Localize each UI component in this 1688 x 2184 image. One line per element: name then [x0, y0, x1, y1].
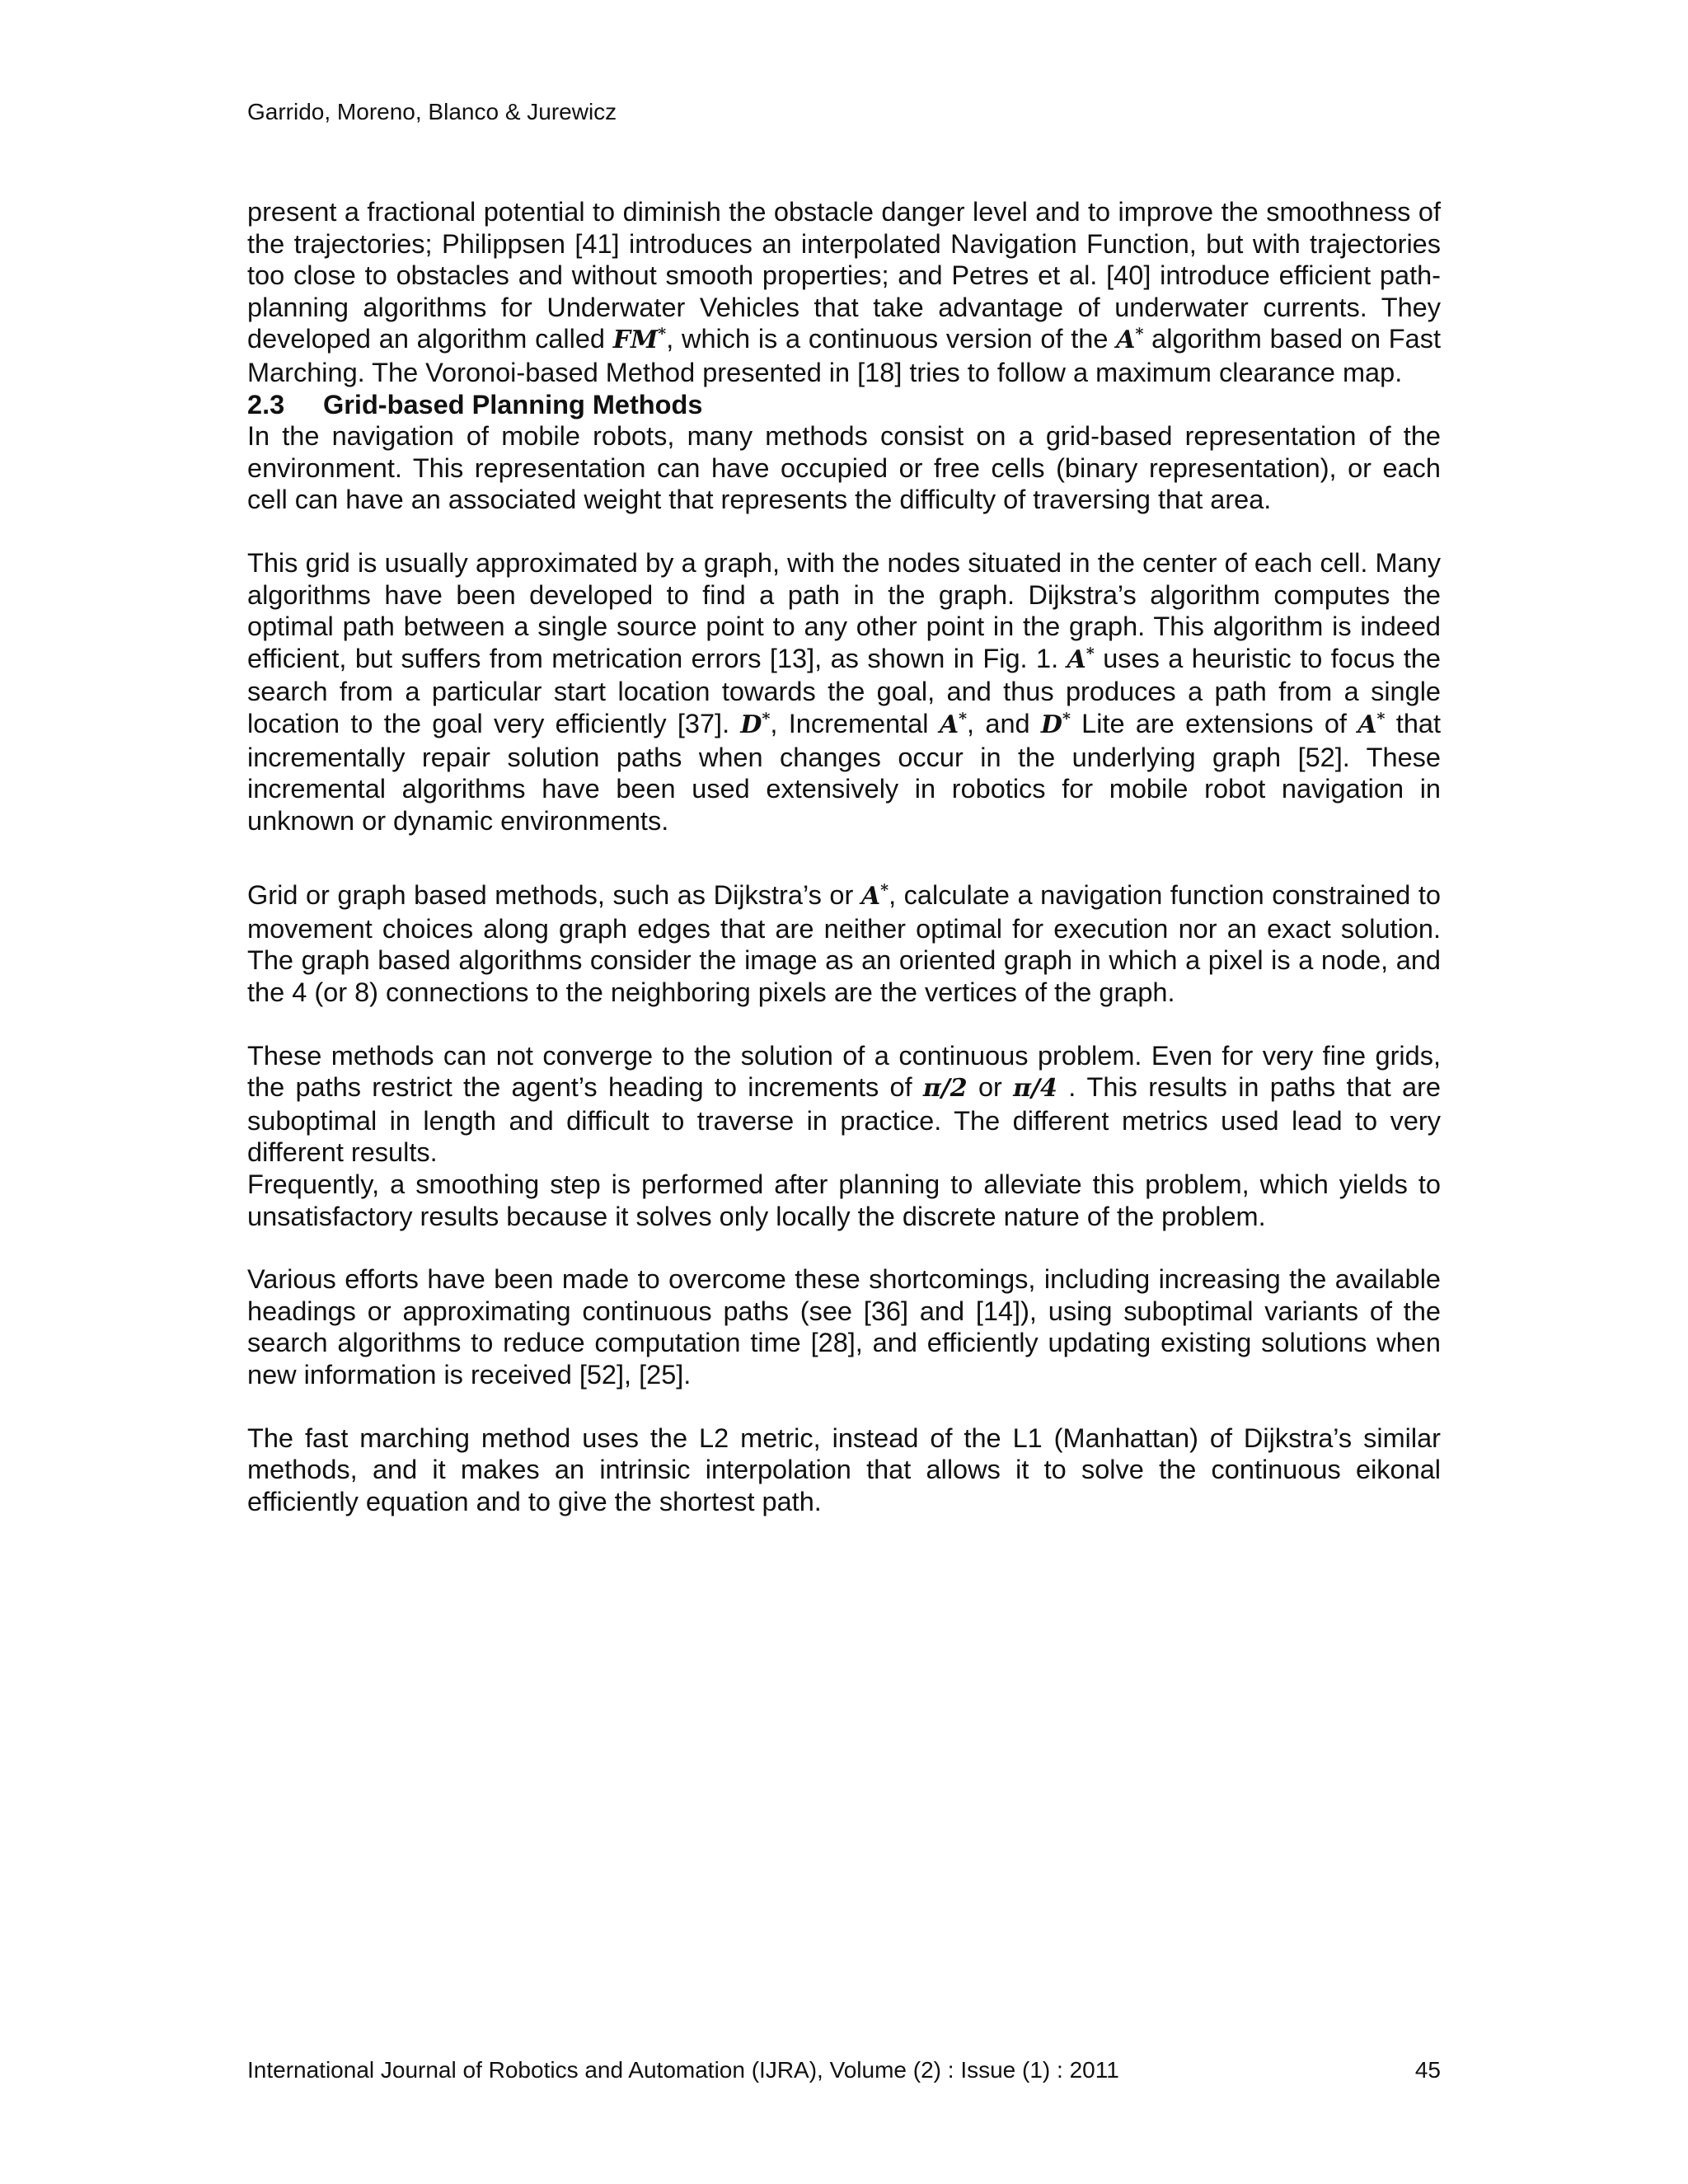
paragraph: This grid is usually approximated by a graph, with the nodes situated in the center of each cell. Many algorithms have been developed to find a path in the graph. Dijkstra’s algorithm computes the optimal path between a single source point to any other point in the graph. This algorithm is indeed efficient, but suffers from metrication errors [13], as shown in Fig. 1. A* uses a heuristic to focus the search from a particular start location towards the goal, and thus produces a path from a single location to the goal very efficiently [37]. D*, Incremental A*, and D* Lite are extensions of A* that incrementally repair solution paths when changes occur in the underlying graph [52]. These incremental algorithms have been used extensively in robotics for mobile robot navigation in unknown or dynamic environments. — [247, 547, 1442, 836]
paragraph: The fast marching method uses the L2 metric, instead of the L1 (Manhattan) of Dijkstra’s similar methods, and it makes an intrinsic interpolation that allows it to solve the continuous eikonal efficiently equation and to give the shortest path. — [247, 1422, 1441, 1516]
math-d-star: D* — [1040, 709, 1071, 739]
page-number: 45 — [1414, 2057, 1441, 2083]
paragraph: Grid or graph based methods, such as Dijkstra’s or A*, calculate a navigation function constrained to movement choices along graph edges that are neither optimal for execution nor an exact solution. The graph based algorithms consider the image as an oriented graph in which a pixel is a node, and the 4 (or 8) connections to the neighboring pixels are the vertices of the graph. — [247, 880, 1441, 1008]
paragraph: These methods can not converge to the solution of a continuous problem. Even for very fine grids, the paths restrict the agent’s heading to increments of π/2 or π/4 . This results in paths that are suboptimal in length and difficult to traverse in practice. The different metrics used lead to very different results. — [247, 1040, 1441, 1168]
paragraph — [247, 196, 1441, 389]
running-head-authors: Garrido, Moreno, Blanco & Jurewicz — [247, 99, 617, 124]
paragraph: Various efforts have been made to overcome these shortcomings, including increasing the available headings or approximating continuous paths (see [36] and [14]), using suboptimal variants of the search algorithms to reduce computation time [28], and efficiently updating existing solutions when new information is received [52], [25]. — [247, 1264, 1441, 1390]
math-pi-over-2: π/2 — [922, 1074, 968, 1104]
body-text — [247, 196, 1441, 1517]
math-d-star: D* — [740, 709, 771, 739]
math-fm-star: FM* — [612, 325, 667, 355]
paragraph: Frequently, a smoothing step is performed after planning to alleviate this problem, which yields to unsatisfactory results because it solves only locally the discrete nature of the problem. — [247, 1169, 1441, 1231]
math-a-star: A* — [1116, 325, 1144, 355]
math-a-star: A* — [1067, 644, 1095, 674]
footer-journal: International Journal of Robotics and Automation (IJRA), Volume (2) : Issue (1) : 2011 — [247, 2057, 1119, 2083]
math-pi-over-4: π/4 — [1013, 1074, 1057, 1104]
section-title: Grid-based Planning Methods — [323, 389, 703, 419]
text-run: , which is a continuous version of the — [666, 324, 1117, 354]
text-run: algorithm based on Fast Marching. The Voronoi-based Method presented in [18] tries to follow a maximum clearance map. — [247, 324, 1441, 387]
math-a-star: A* — [860, 881, 889, 912]
paragraph: In the navigation of mobile robots, many methods consist on a grid-based representation of the environment. This representation can have occupied or free cells (binary representation), or each cell can have an associated weight that represents the difficulty of traversing that area. — [247, 421, 1441, 515]
text-run: present a fractional potential to diminish the obstacle danger level and to improve the smoothness of the trajectories; Philippsen [41] introduces an interpolated Navigation Function, but with trajectories too close to obstacles and without smooth properties; and Petres et al. [40] introduce efficient path-planning algorithms for Underwater Vehicles that take advantage of underwater currents. They developed an algorithm called — [247, 197, 1441, 354]
page-footer — [247, 2055, 1441, 2085]
section-number: 2.3 — [247, 389, 285, 419]
section-heading — [247, 389, 1441, 421]
math-a-star: A* — [939, 709, 968, 739]
math-a-star: A* — [1357, 709, 1386, 739]
